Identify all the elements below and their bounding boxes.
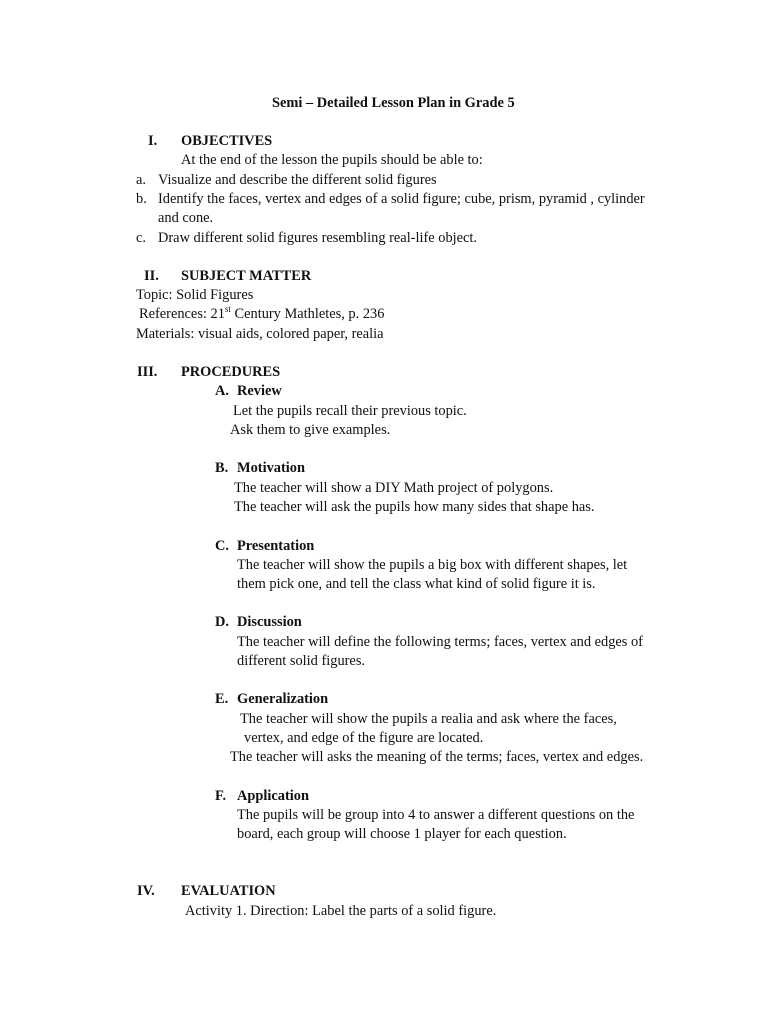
procedure-heading-generalization: Generalization [237, 691, 329, 707]
subject-matter-heading: SUBJECT MATTER [181, 268, 312, 284]
procedure-generalization-line2: vertex, and edge of the figure are located. [244, 730, 484, 746]
procedure-discussion-line2: different solid figures. [237, 653, 366, 669]
objective-text-a: Visualize and describe the different solid figures [158, 172, 437, 188]
procedure-heading-motivation: Motivation [237, 460, 305, 476]
objectives-heading: OBJECTIVES [181, 133, 273, 149]
subject-references [139, 305, 384, 324]
procedure-application-line1: The pupils will be group into 4 to answer a different questions on the [237, 807, 635, 823]
objectives-numeral: I. [148, 133, 158, 149]
procedure-heading-presentation: Presentation [237, 538, 315, 554]
references-prefix: References: 21 [139, 306, 225, 322]
procedure-heading-discussion: Discussion [237, 614, 302, 630]
procedure-letter-a: A. [215, 383, 229, 399]
references-superscript: st [224, 304, 231, 315]
procedure-letter-d: D. [215, 614, 229, 630]
procedure-letter-c: C. [215, 538, 229, 554]
evaluation-heading: EVALUATION [181, 883, 276, 899]
procedure-heading-application: Application [237, 788, 309, 804]
procedure-letter-e: E. [215, 691, 229, 707]
objective-marker-a: a. [136, 172, 146, 188]
procedures-numeral: III. [137, 364, 158, 380]
procedure-motivation-line1: The teacher will show a DIY Math project of polygons. [234, 480, 554, 496]
procedure-application-line2: board, each group will choose 1 player for each question. [237, 826, 567, 842]
subject-matter-numeral: II. [144, 268, 159, 284]
procedure-generalization-line1: The teacher will show the pupils a realia and ask where the faces, [240, 711, 617, 727]
subject-topic: Topic: Solid Figures [136, 287, 254, 303]
procedure-review-line1: Let the pupils recall their previous topic. [233, 403, 467, 419]
references-rest: Century Mathletes, p. 236 [230, 306, 385, 322]
objectives-intro: At the end of the lesson the pupils should be able to: [181, 152, 483, 168]
procedure-discussion-line1: The teacher will define the following terms; faces, vertex and edges of [237, 634, 643, 650]
procedure-review-line2: Ask them to give examples. [230, 422, 391, 438]
procedure-presentation-line2: them pick one, and tell the class what kind of solid figure it is. [237, 576, 596, 592]
objective-marker-b: b. [136, 191, 147, 207]
procedure-presentation-line1: The teacher will show the pupils a big box with different shapes, let [237, 557, 628, 573]
procedure-motivation-line2: The teacher will ask the pupils how many sides that shape has. [234, 499, 595, 515]
procedure-letter-f: F. [215, 788, 227, 804]
objective-text-b-line2: and cone. [158, 210, 214, 226]
evaluation-text: Activity 1. Direction: Label the parts of a solid figure. [185, 903, 497, 919]
objective-marker-c: c. [136, 230, 146, 246]
objective-text-c: Draw different solid figures resembling real-life object. [158, 230, 478, 246]
procedure-generalization-line3: The teacher will asks the meaning of the terms; faces, vertex and edges. [230, 749, 644, 765]
subject-materials: Materials: visual aids, colored paper, realia [136, 326, 384, 342]
procedure-letter-b: B. [215, 460, 229, 476]
procedures-heading: PROCEDURES [181, 364, 281, 380]
objective-text-b-line1: Identify the faces, vertex and edges of a solid figure; cube, prism, pyramid , cylinder [158, 191, 645, 207]
procedure-heading-review: Review [237, 383, 282, 399]
document-title: Semi – Detailed Lesson Plan in Grade 5 [272, 95, 515, 111]
evaluation-numeral: IV. [137, 883, 155, 899]
